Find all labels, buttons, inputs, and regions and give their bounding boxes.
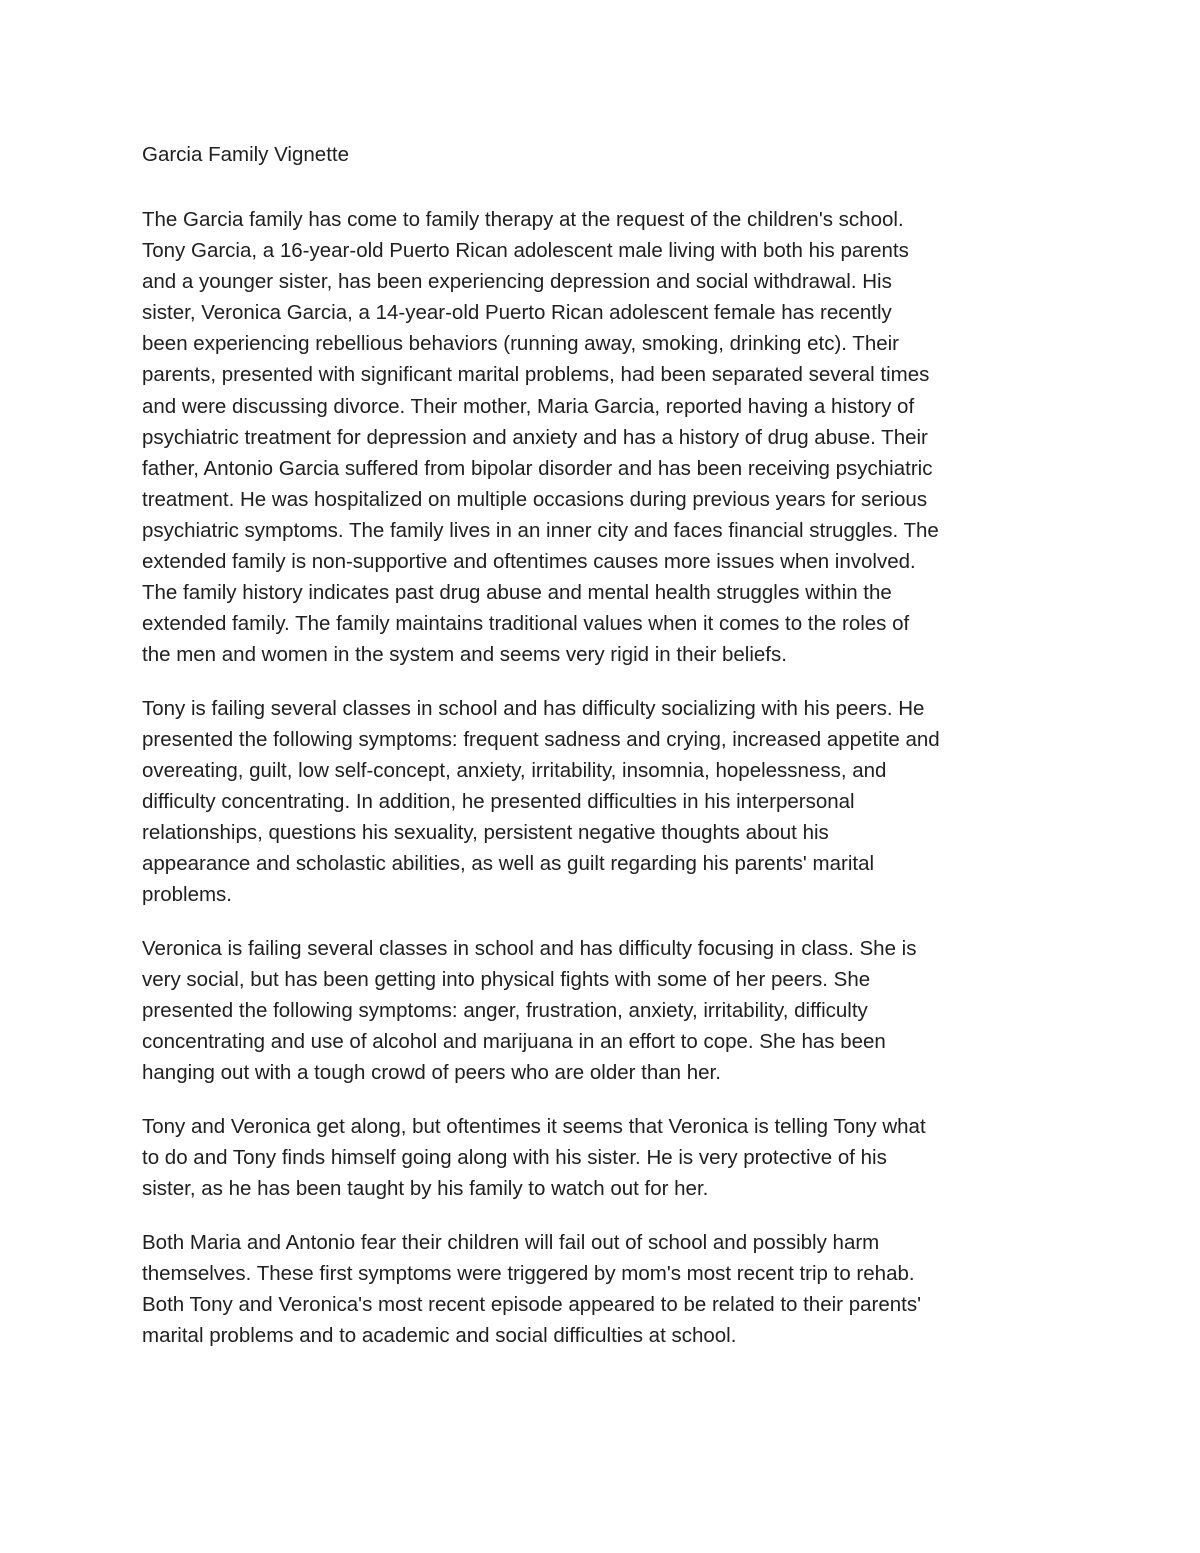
text-line: Veronica is failing several classes in school and has difficulty focusing in class. She is — [142, 937, 917, 961]
text-line: extended family is non-supportive and oftentimes causes more issues when involved. — [142, 550, 916, 574]
text-line: Tony and Veronica get along, but oftentimes it seems that Veronica is telling Tony what — [142, 1115, 926, 1139]
text-line: difficulty concentrating. In addition, he presented difficulties in his interpersonal — [142, 790, 855, 814]
paragraph-1 — [142, 204, 1062, 670]
text-line: and were discussing divorce. Their mother, Maria Garcia, reported having a history of — [142, 394, 915, 418]
text-line: extended family. The family maintains traditional values when it comes to the roles of — [142, 612, 910, 636]
text-line: appearance and scholastic abilities, as well as guilt regarding his parents' marital — [142, 852, 875, 876]
text-line: sister, Veronica Garcia, a 14-year-old Puerto Rican adolescent female has recently — [142, 301, 892, 325]
text-line: the men and women in the system and seems very rigid in their beliefs. — [142, 643, 787, 667]
text-line: themselves. These first symptoms were triggered by mom's most recent trip to rehab. — [142, 1261, 915, 1285]
text-line: and a younger sister, has been experiencing depression and social withdrawal. His — [142, 270, 892, 294]
text-line: problems. — [142, 883, 233, 907]
text-line: hanging out with a tough crowd of peers who are older than her. — [142, 1061, 721, 1085]
text-line: psychiatric treatment for depression and anxiety and has a history of drug abuse. Their — [142, 425, 928, 449]
text-line: parents, presented with significant marital problems, had been separated several times — [142, 363, 930, 387]
text-line: marital problems and to academic and social difficulties at school. — [142, 1324, 737, 1348]
paragraph-3 — [142, 933, 1062, 1088]
text-line: presented the following symptoms: anger, frustration, anxiety, irritability, difficulty — [142, 999, 868, 1023]
text-line: very social, but has been getting into physical fights with some of her peers. She — [142, 968, 871, 992]
text-line: overeating, guilt, low self-concept, anxiety, irritability, insomnia, hopelessness, and — [142, 759, 887, 783]
text-line: concentrating and use of alcohol and marijuana in an effort to cope. She has been — [142, 1030, 886, 1054]
text-line: sister, as he has been taught by his family to watch out for her. — [142, 1177, 709, 1201]
text-line: treatment. He was hospitalized on multiple occasions during previous years for serious — [142, 487, 928, 511]
text-line: been experiencing rebellious behaviors (running away, smoking, drinking etc). Their — [142, 332, 900, 356]
text-line: Both Tony and Veronica's most recent episode appeared to be related to their parents' — [142, 1293, 921, 1316]
paragraph-2 — [142, 693, 1062, 911]
text-line: The Garcia family has come to family therapy at the request of the children's school. — [142, 208, 904, 231]
document-body — [142, 204, 1062, 1374]
text-line: father, Antonio Garcia suffered from bipolar disorder and has been receiving psychiatric — [142, 456, 933, 480]
text-line: presented the following symptoms: frequent sadness and crying, increased appetite and — [142, 728, 940, 751]
text-line: Tony is failing several classes in school and has difficulty socializing with his peers. He — [142, 696, 925, 720]
document-title: Garcia Family Vignette — [142, 143, 349, 166]
text-line: psychiatric symptoms. The family lives in an inner city and faces financial struggles. The — [142, 518, 939, 542]
paragraph-4 — [142, 1111, 1062, 1204]
text-line: to do and Tony finds himself going along with his sister. He is very protective of his — [142, 1146, 887, 1170]
text-line: Both Maria and Antonio fear their children will fail out of school and possibly harm — [142, 1230, 880, 1254]
text-line: Tony Garcia, a 16-year-old Puerto Rican adolescent male living with both his parents — [142, 239, 909, 263]
paragraph-5 — [142, 1227, 1062, 1351]
text-line: The family history indicates past drug abuse and mental health struggles within the — [142, 581, 892, 605]
text-line: relationships, questions his sexuality, persistent negative thoughts about his — [142, 821, 829, 845]
